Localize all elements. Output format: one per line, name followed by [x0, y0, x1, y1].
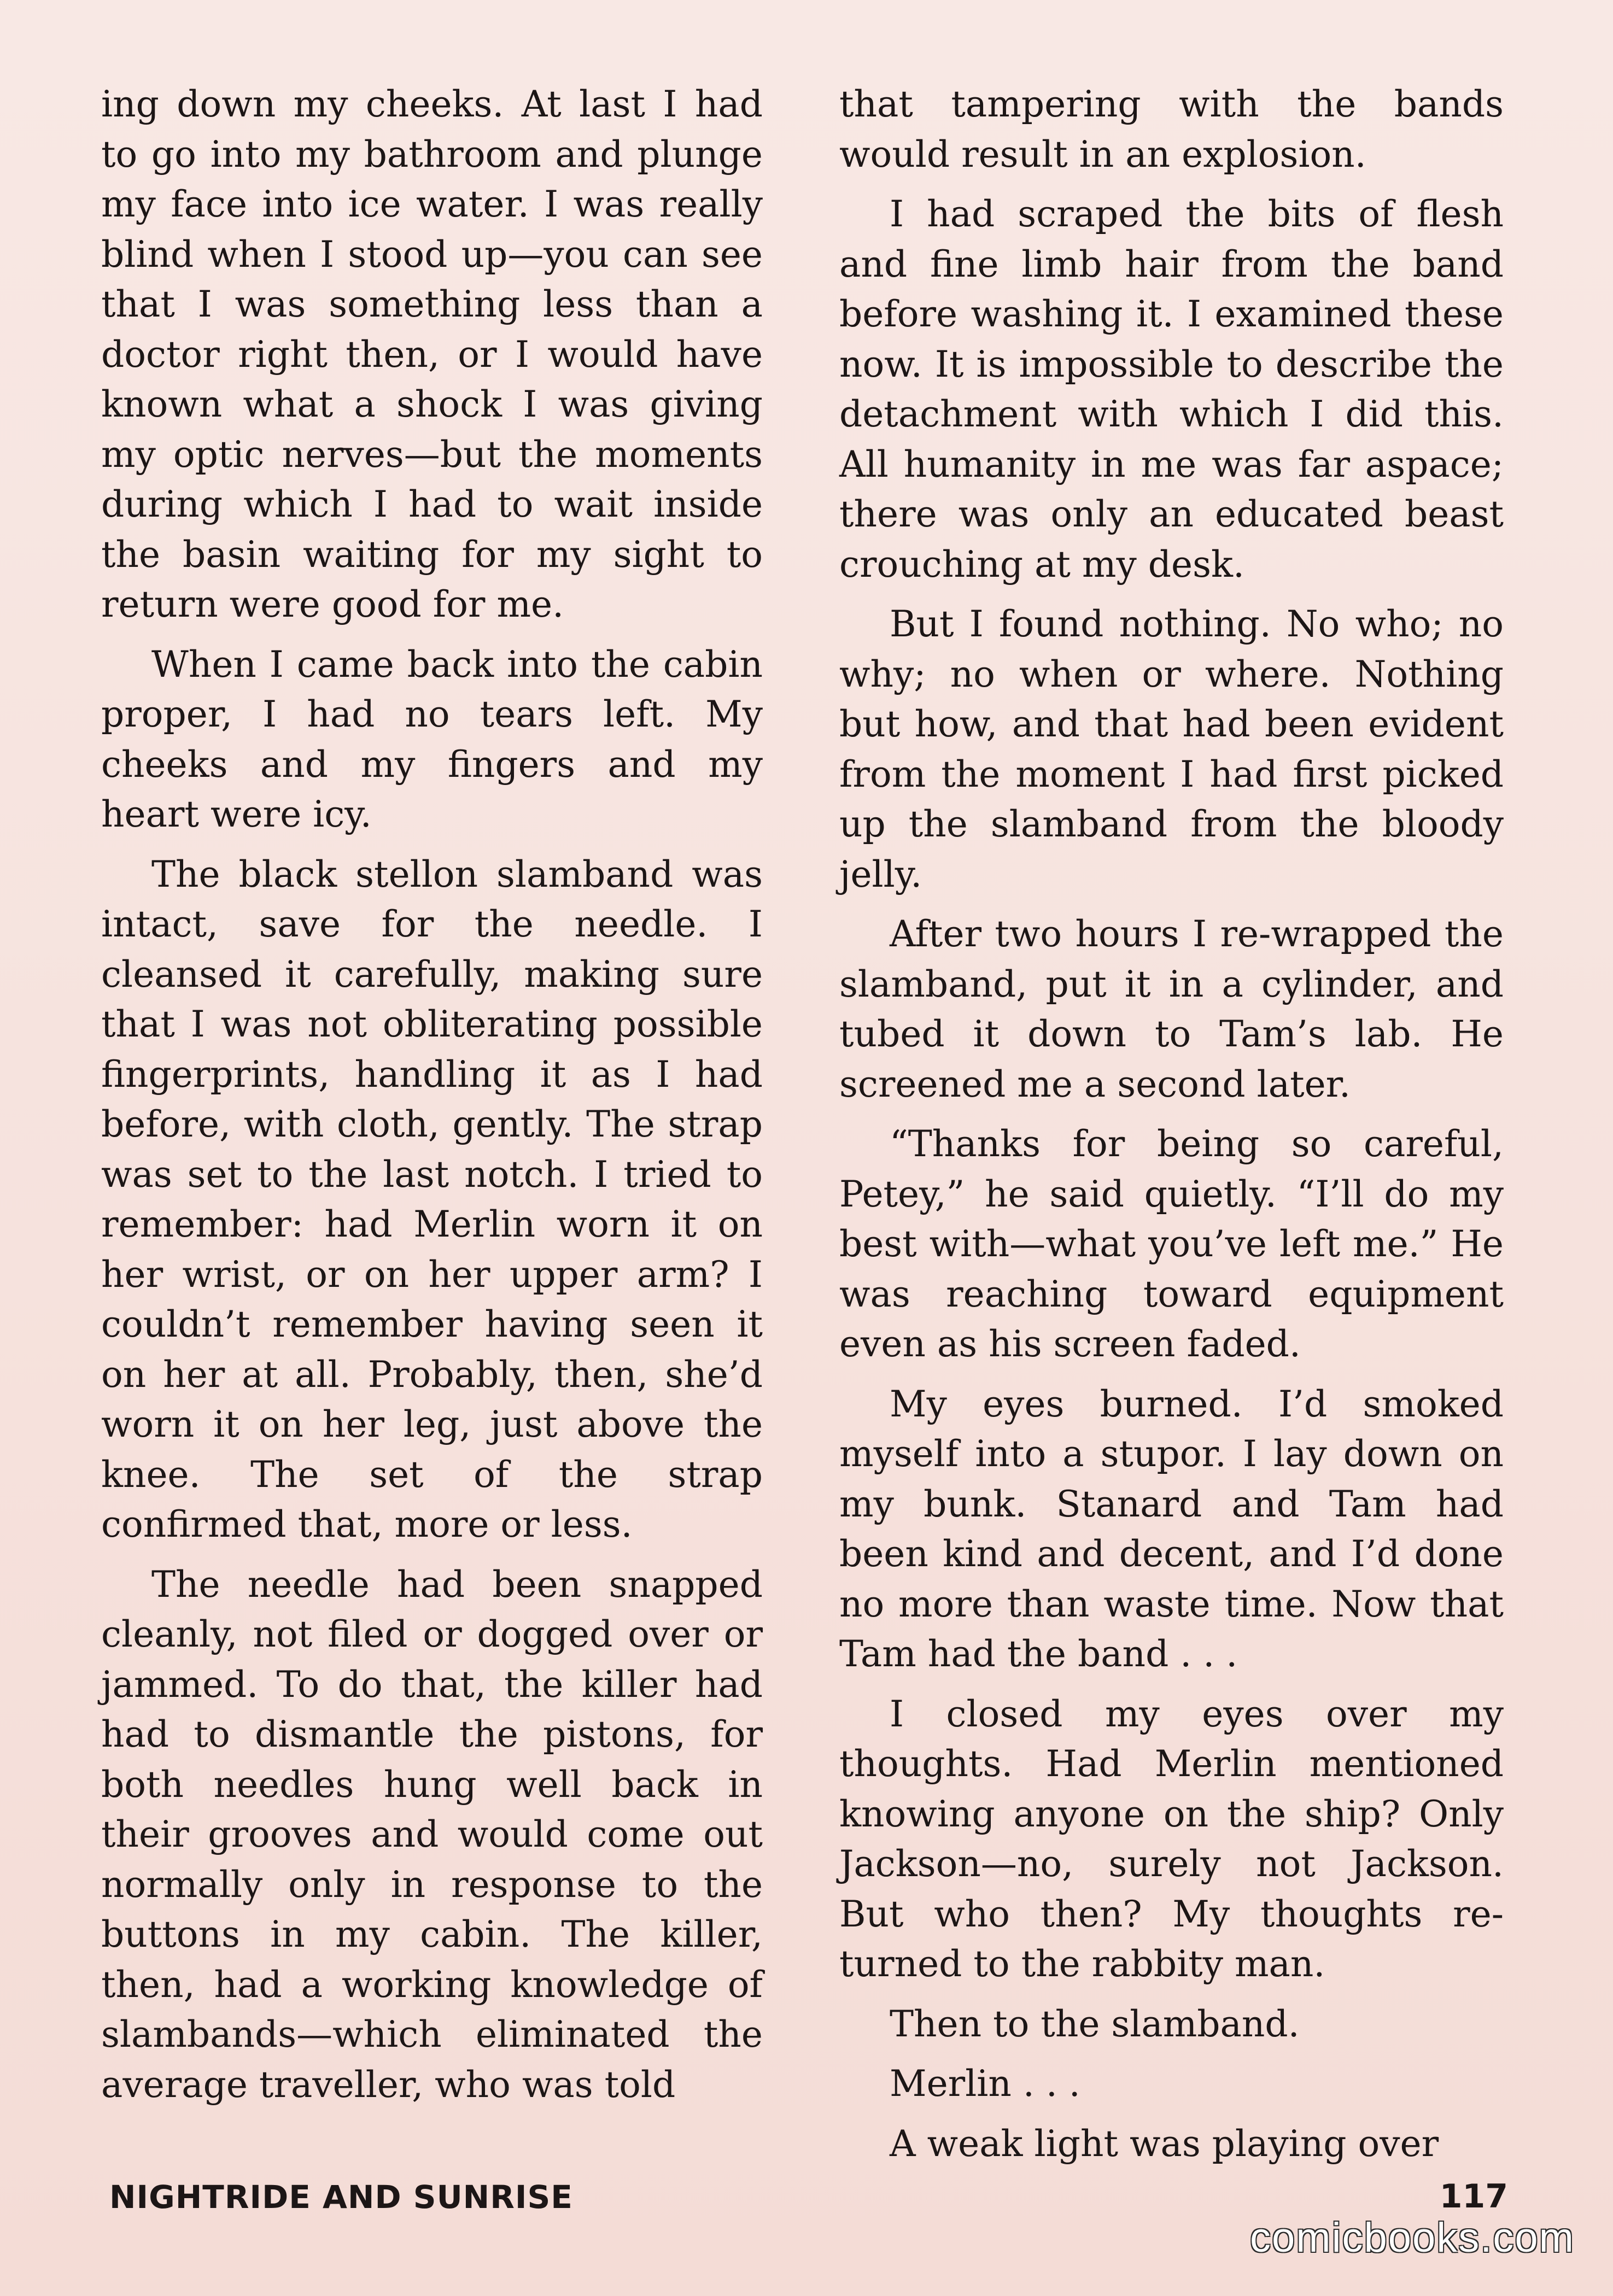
site-watermark: comicbooks.com — [1250, 2215, 1575, 2261]
paragraph: Merlin . . . — [890, 2063, 1080, 2105]
page-number: 117 — [1439, 2177, 1508, 2216]
paragraph: After two hours I re-wrapped the slamband, put it in a cylinder, and tubed it down to Tam’s lab. He screened me a second later. — [839, 913, 1504, 1105]
right-text-column — [839, 79, 1504, 2178]
running-footer-title: NIGHTRIDE AND SUNRISE — [109, 2178, 573, 2216]
paragraph: But I found nothing. No who; no why; no when or where. Nothing but how, and that had been evident from the moment I had first picked up the slamband from the bloody jelly. — [839, 603, 1504, 895]
paragraph: My eyes burned. I’d smoked myself into a stupor. I lay down on my bunk. Stanard and Tam had been kind and decent, and I’d done no more than waste time. Now that Tam had the band . . . — [839, 1383, 1504, 1675]
left-text-column — [101, 79, 763, 2119]
paragraph: I had scraped the bits of flesh and fine limb hair from the band before washing it. I examined these now. It is impossible to describe the detachment with which I did this. All humanity in me was far aspace; there was only an educated beast crouching at my desk. — [839, 193, 1504, 585]
paragraph: I closed my eyes over my thoughts. Had Merlin mentioned knowing anyone on the ship? Only Jackson—no, surely not Jackson. But who then? My thoughts returned to the rabbity man. — [839, 1692, 1504, 1985]
paragraph: that tampering with the bands would result in an explosion. — [839, 83, 1504, 175]
paragraph: “Thanks for being so careful, Petey,” he said quietly. “I’ll do my best with—what you’ve left me.” He was reaching toward equipment even as his screen faded. — [839, 1123, 1504, 1365]
paragraph: When I came back into the cabin proper, I had no tears left. My cheeks and my fingers and my heart were icy. — [101, 643, 763, 835]
paragraph: ing down my cheeks. At last I had to go into my bathroom and plunge my face into ice water. I was really blind when I stood up—you can see that I was something less than a doctor right then, or I would have known what a shock I was giving my optic nerves—but the moments during which I had to wait inside the basin waiting for my sight to return were good for me. — [101, 83, 763, 625]
paragraph: The needle had been snapped cleanly, not filed or dogged over or jammed. To do that, the killer had had to dismantle the pistons, for both needles hung well back in their grooves and would come out normally only in response to the buttons in my cabin. The killer, then, had a working knowledge of slambands—which eliminated the average traveller, who was told — [101, 1563, 763, 2106]
paragraph: The black stellon slamband was intact, save for the needle. I cleansed it carefully, making sure that I was not obliterating possible fingerprints, handling it as I had before, with cloth, gently. The strap was set to the last notch. I tried to remember: had Merlin worn it on her wrist, or on her upper arm? I couldn’t remember having seen it on her at all. Probably, then, she’d worn it on her leg, just above the knee. The set of the strap confirmed that, more or less. — [101, 853, 763, 1545]
paragraph: Then to the slamband. — [890, 2002, 1300, 2045]
paragraph: A weak light was playing over — [890, 2122, 1439, 2165]
